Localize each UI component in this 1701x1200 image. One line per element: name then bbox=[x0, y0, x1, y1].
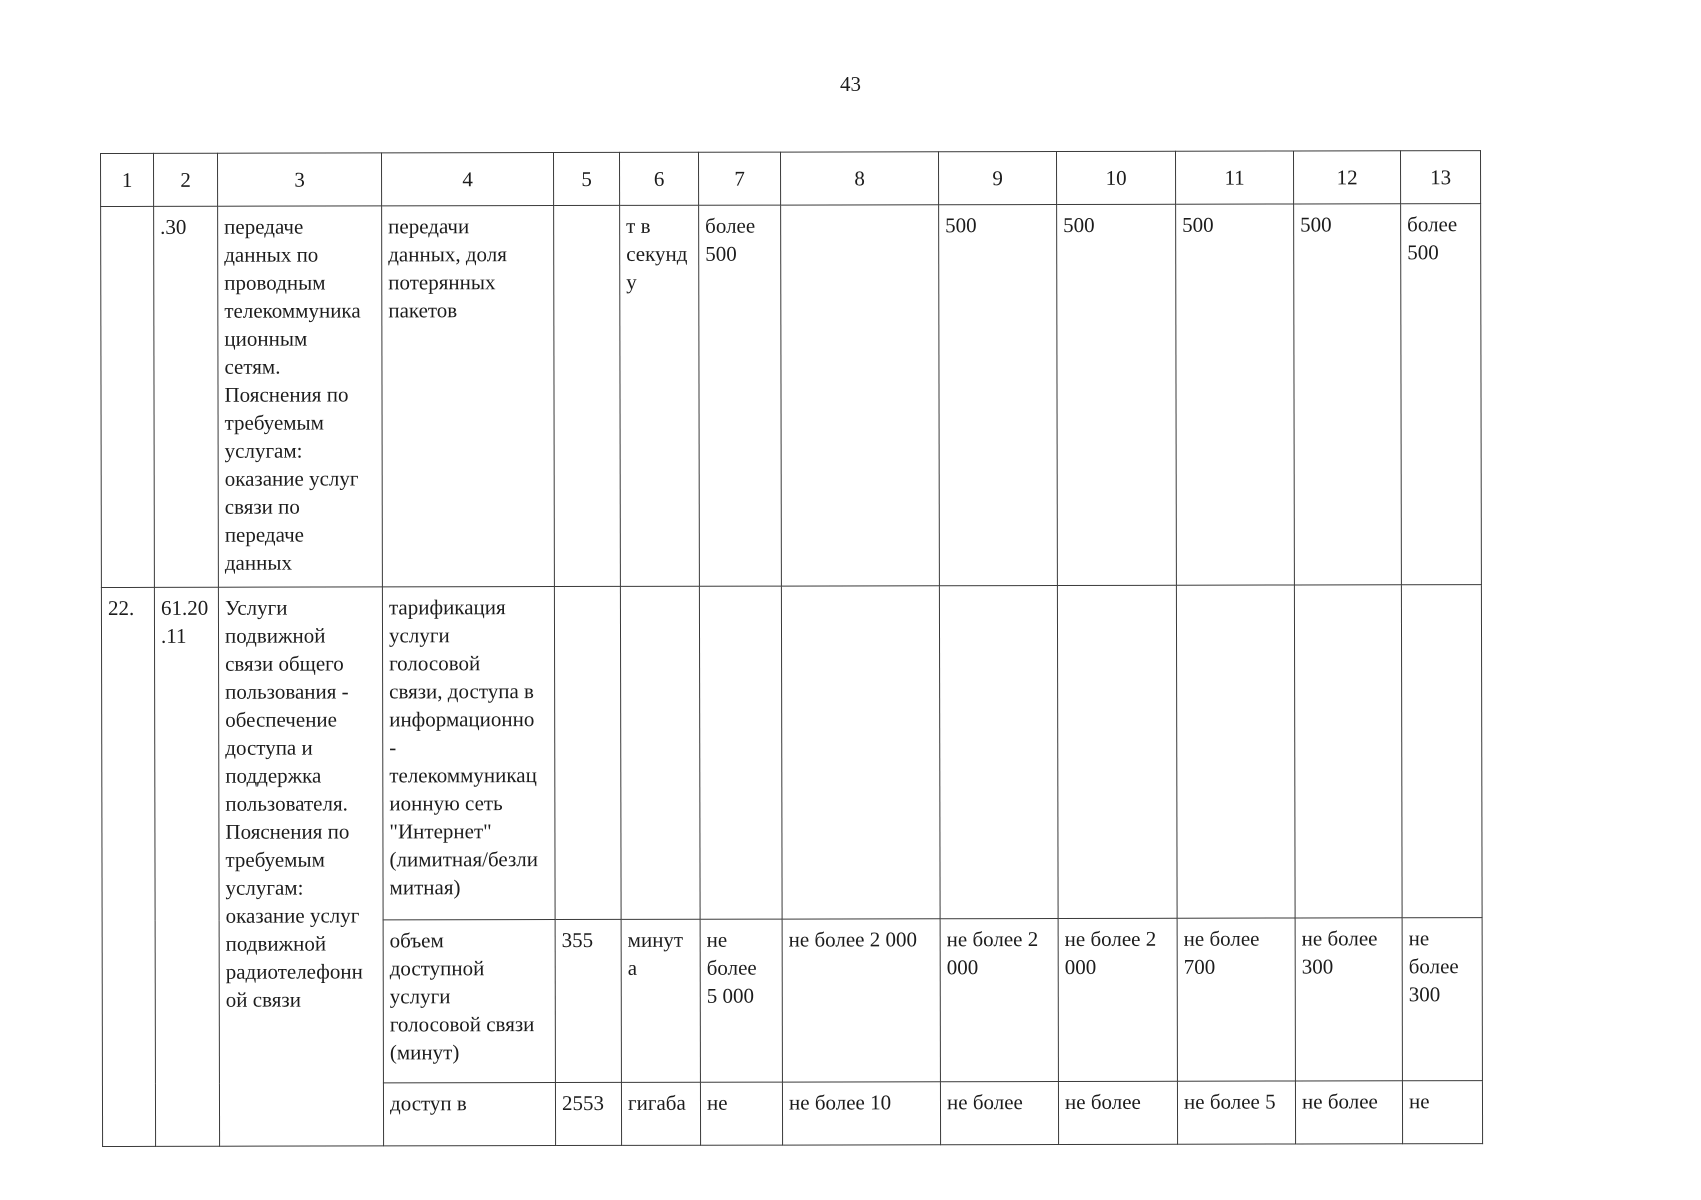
requirements-table bbox=[100, 150, 1483, 1147]
table-cell bbox=[554, 205, 621, 586]
column-header: 8 bbox=[780, 152, 938, 205]
table-cell: т в секунд у bbox=[620, 205, 700, 586]
table-cell: не более 2 000 bbox=[1058, 918, 1177, 1081]
table-cell: 500 bbox=[939, 204, 1058, 585]
table-cell: не более 300 bbox=[1295, 918, 1402, 1081]
column-header: 7 bbox=[698, 152, 780, 205]
table-row bbox=[101, 204, 1482, 588]
table-cell: более 500 bbox=[699, 205, 782, 586]
column-header: 12 bbox=[1293, 151, 1400, 204]
table-cell bbox=[1057, 585, 1177, 918]
table-cell: не более 5 bbox=[1177, 1081, 1295, 1144]
table-row bbox=[101, 585, 1482, 921]
row-number-cell: 22. bbox=[101, 587, 155, 1146]
column-header: 11 bbox=[1175, 151, 1293, 204]
table-cell bbox=[554, 586, 621, 919]
table-cell: 500 bbox=[1294, 204, 1402, 585]
okpd-code-cell: 61.20 .11 bbox=[154, 587, 219, 1146]
table-cell: 500 bbox=[1176, 204, 1295, 585]
column-header: 4 bbox=[382, 153, 554, 206]
column-header: 6 bbox=[619, 152, 698, 205]
column-header: 9 bbox=[938, 151, 1056, 204]
column-header: 1 bbox=[101, 153, 154, 206]
table-cell: минут а bbox=[621, 919, 700, 1082]
table-cell: доступ в bbox=[383, 1083, 555, 1146]
table-cell: не более 10 bbox=[782, 1082, 940, 1145]
table-cell: тарификация услуги голосовой связи, доступа в информационно - телекоммуникац ионную сеть "Интернет" (лимитная/безли митная) bbox=[382, 587, 555, 920]
table-cell: 355 bbox=[555, 919, 621, 1082]
table-cell: передачи данных, доля потерянных пакетов bbox=[382, 206, 555, 587]
table-cell: не более 300 bbox=[1402, 918, 1482, 1081]
table-cell: 2553 bbox=[555, 1082, 621, 1145]
table-cell bbox=[1294, 585, 1402, 918]
table-cell: не bbox=[1402, 1081, 1482, 1144]
table-cell bbox=[939, 585, 1058, 918]
table-cell: не более bbox=[940, 1081, 1058, 1144]
column-header: 10 bbox=[1056, 151, 1175, 204]
table-cell bbox=[1401, 585, 1482, 918]
table-cell: не более 5 000 bbox=[700, 919, 782, 1082]
service-description-cell: Услуги подвижной связи общего пользования - обеспечение доступа и поддержка пользователя. Пояснения по требуемым услугам: оказание услуг подвижной радиотелефонн ой связи bbox=[218, 587, 383, 1146]
table-cell bbox=[781, 586, 940, 919]
table-cell bbox=[699, 586, 782, 919]
table-cell: не более 2 000 bbox=[940, 918, 1058, 1081]
table-cell: объем доступной услуги голосовой связи (минут) bbox=[383, 920, 555, 1083]
header-row bbox=[101, 151, 1481, 207]
table-cell: не bbox=[700, 1082, 782, 1145]
table-cell: .30 bbox=[154, 206, 219, 587]
table-cell bbox=[620, 586, 700, 919]
column-header: 3 bbox=[218, 153, 382, 206]
table-cell: не более 700 bbox=[1177, 918, 1295, 1081]
table-cell: не более 2 000 bbox=[782, 919, 940, 1082]
table-cell bbox=[1176, 585, 1295, 918]
table-cell: не более bbox=[1295, 1081, 1402, 1144]
column-header: 13 bbox=[1400, 151, 1480, 204]
page-number: 43 bbox=[840, 72, 861, 96]
table-cell: гигаба bbox=[621, 1082, 700, 1145]
column-header: 5 bbox=[554, 152, 620, 205]
table-cell bbox=[101, 206, 155, 587]
table-cell: передаче данных по проводным телекоммуника ционным сетям. Пояснения по требуемым услугам: оказание услуг связи по передаче данных bbox=[218, 206, 383, 587]
table-cell: более 500 bbox=[1401, 204, 1482, 585]
table-cell: не более bbox=[1058, 1081, 1177, 1144]
table-cell: 500 bbox=[1057, 204, 1177, 585]
table-cell bbox=[781, 205, 940, 586]
column-header: 2 bbox=[154, 153, 218, 206]
